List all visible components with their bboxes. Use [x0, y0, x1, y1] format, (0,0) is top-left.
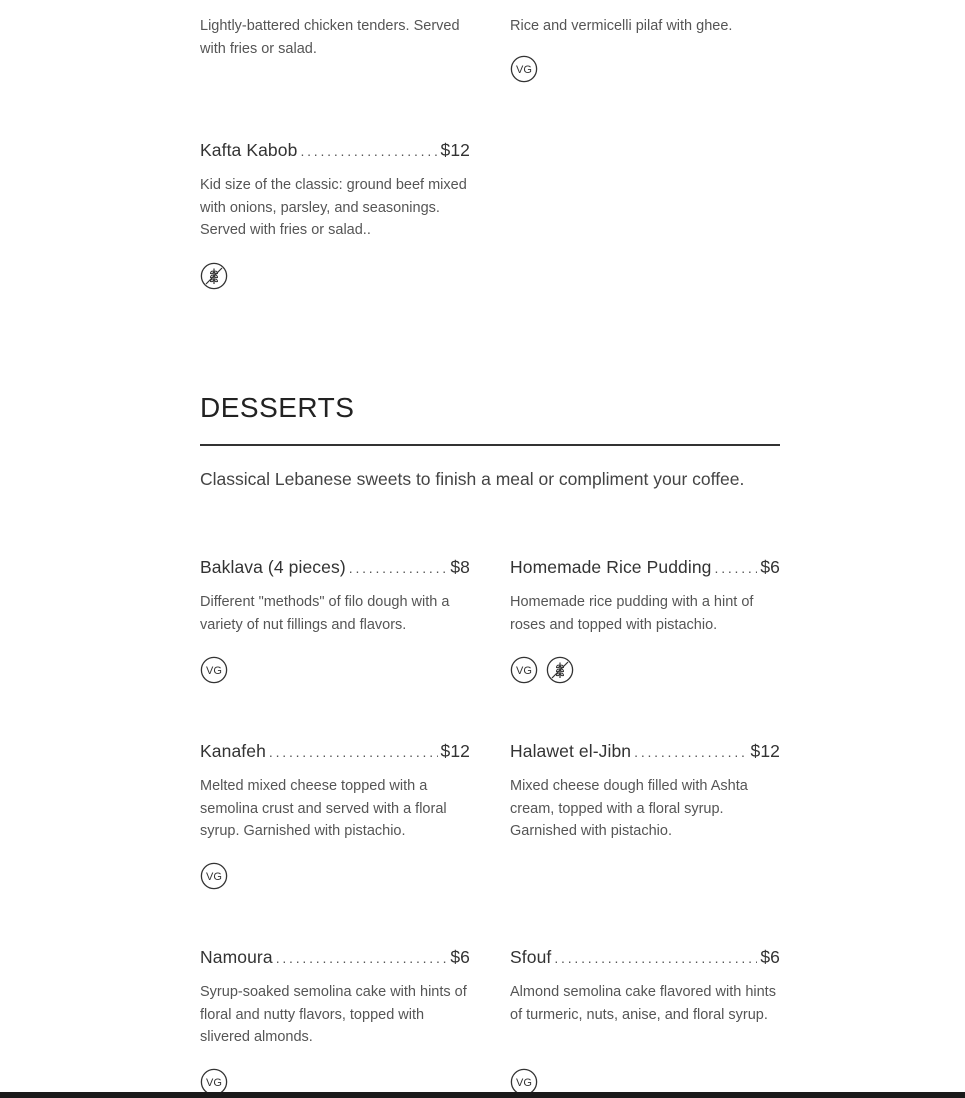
vegetarian-icon — [200, 656, 228, 684]
dot-leader — [634, 744, 747, 760]
menu-item-namoura — [200, 947, 470, 1049]
item-description: Different "methods" of filo dough with a variety of nut fillings and flavors. — [200, 594, 450, 633]
item-header — [200, 741, 470, 762]
menu-item-rice-pudding — [510, 557, 780, 636]
item-description: Syrup-soaked semolina cake with hints of floral and nutty flavors, topped with slivered almonds. — [200, 984, 467, 1045]
item-description: Mixed cheese dough filled with Ashta cream, topped with a floral syrup. Garnished with pistachio. — [510, 778, 748, 839]
item-header — [510, 947, 780, 968]
dietary-badges — [200, 262, 228, 290]
dot-leader — [276, 950, 448, 966]
section-divider — [200, 444, 780, 446]
item-header — [510, 741, 780, 762]
item-description: Lightly-battered chicken tenders. Served with fries or salad. — [200, 18, 460, 57]
svg-text:VG: VG — [516, 1077, 532, 1090]
item-name: Baklava (4 pieces) — [200, 557, 346, 577]
item-header — [200, 947, 470, 968]
section-title-desserts: DESSERTS — [200, 392, 355, 423]
item-description: Homemade rice pudding with a hint of roses and topped with pistachio. — [510, 594, 754, 633]
svg-text:VG: VG — [516, 64, 532, 77]
dot-leader — [269, 744, 438, 760]
dot-leader — [300, 143, 437, 159]
item-name: Namoura — [200, 947, 273, 967]
gluten-free-icon — [546, 656, 574, 684]
item-price: $6 — [760, 947, 780, 967]
dietary-badges — [510, 55, 538, 83]
gluten-free-icon — [200, 262, 228, 290]
item-name: Kanafeh — [200, 741, 266, 761]
dietary-badges — [200, 862, 228, 890]
menu-item-kafta-kabob — [200, 140, 470, 242]
dot-leader — [349, 560, 448, 576]
vegetarian-icon — [200, 862, 228, 890]
item-header — [200, 557, 470, 578]
menu-item-rice-pilaf — [510, 15, 780, 38]
dietary-badges — [200, 656, 228, 684]
item-description: Almond semolina cake flavored with hints of turmeric, nuts, anise, and floral syrup. — [510, 984, 776, 1023]
vegetarian-icon — [510, 55, 538, 83]
item-price: $12 — [440, 741, 470, 761]
item-description: Kid size of the classic: ground beef mixed with onions, parsley, and seasonings. Served with fries or salad.. — [200, 177, 467, 238]
item-price: $6 — [760, 557, 780, 577]
item-description: Rice and vermicelli pilaf with ghee. — [510, 18, 733, 34]
menu-item-chicken-tenders — [200, 15, 470, 60]
svg-text:VG: VG — [206, 1077, 222, 1090]
menu-item-halawet-el-jibn — [510, 741, 780, 843]
menu-item-kanafeh — [200, 741, 470, 843]
vegetarian-icon — [510, 656, 538, 684]
item-price: $8 — [450, 557, 470, 577]
item-price: $6 — [450, 947, 470, 967]
item-description: Melted mixed cheese topped with a semolina crust and served with a floral syrup. Garnished with pistachio. — [200, 778, 447, 839]
item-name: Sfouf — [510, 947, 552, 967]
item-name: Halawet el-Jibn — [510, 741, 632, 761]
item-price: $12 — [750, 741, 780, 761]
menu-item-baklava — [200, 557, 470, 636]
bottom-bar — [0, 1092, 965, 1098]
svg-text:VG: VG — [206, 871, 222, 884]
dot-leader — [554, 950, 757, 966]
item-price: $12 — [440, 140, 470, 160]
item-header — [510, 557, 780, 578]
menu-item-sfouf — [510, 947, 780, 1026]
svg-text:VG: VG — [516, 665, 532, 678]
dietary-badges — [510, 656, 574, 684]
section-description: Classical Lebanese sweets to finish a meal or compliment your coffee. — [200, 469, 745, 489]
item-name: Kafta Kabob — [200, 140, 298, 160]
item-header — [200, 140, 470, 161]
dot-leader — [715, 560, 758, 576]
item-name: Homemade Rice Pudding — [510, 557, 712, 577]
svg-text:VG: VG — [206, 665, 222, 678]
